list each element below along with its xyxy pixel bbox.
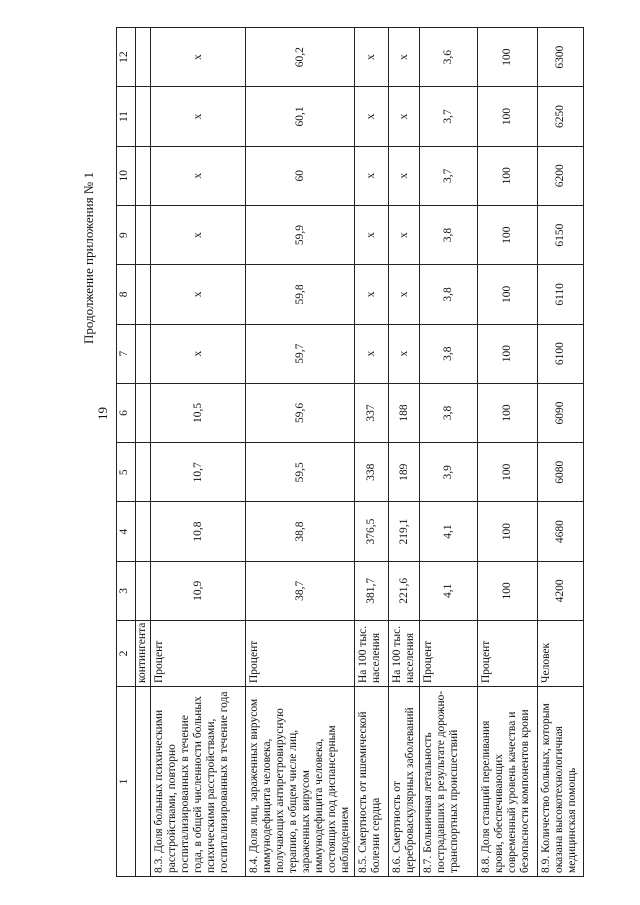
table-cell	[136, 561, 151, 620]
table-cell	[136, 443, 151, 502]
table-row	[478, 28, 538, 877]
value-cell: 10,5	[151, 383, 246, 442]
value-cell: 6300	[538, 28, 584, 87]
continuation-row	[136, 28, 151, 877]
unit-cell: Процент	[420, 621, 478, 687]
value-cell: 59,8	[246, 265, 355, 324]
value-cell: 6200	[538, 146, 584, 205]
value-cell: 59,7	[246, 324, 355, 383]
value-cell: 60	[246, 146, 355, 205]
value-cell: 3,8	[420, 383, 478, 442]
value-cell: 59,9	[246, 205, 355, 264]
table-cell	[136, 146, 151, 205]
column-header: 4	[117, 502, 136, 561]
value-cell: x	[355, 87, 389, 146]
indicator-cell: 8.4. Доля лиц, зараженных вирусом иммунодефицита человека, получающих антиретровирусную терапию, в общем числе лиц, зараженных вирусом иммунодефицита человека, состоящих под диспансерным наблюдением	[246, 687, 355, 877]
value-cell: x	[355, 265, 389, 324]
column-header: 3	[117, 561, 136, 620]
value-cell: 4680	[538, 502, 584, 561]
value-cell: x	[355, 324, 389, 383]
value-cell: 6080	[538, 443, 584, 502]
table-cell	[136, 28, 151, 87]
value-cell: 100	[478, 205, 538, 264]
indicator-cell: 8.8. Доля станций переливания крови, обеспечивающих современный уровень качества и безопасности компонентов крови	[478, 687, 538, 877]
value-cell: 4200	[538, 561, 584, 620]
value-cell: x	[389, 87, 420, 146]
value-cell: x	[151, 87, 246, 146]
value-cell: 100	[478, 383, 538, 442]
value-cell: x	[389, 28, 420, 87]
value-cell: 59,5	[246, 443, 355, 502]
value-cell: 189	[389, 443, 420, 502]
value-cell: 6110	[538, 265, 584, 324]
column-header: 5	[117, 443, 136, 502]
indicator-cell: 8.7. Больничная летальность пострадавших в результате дорожно-транспортных происшествий	[420, 687, 478, 877]
table-cell	[136, 205, 151, 264]
value-cell: 100	[478, 265, 538, 324]
value-cell: x	[151, 265, 246, 324]
value-cell: x	[151, 205, 246, 264]
table-cell	[136, 265, 151, 324]
value-cell: 3,6	[420, 28, 478, 87]
page-number: 19	[95, 407, 110, 420]
value-cell: 6100	[538, 324, 584, 383]
column-header: 12	[117, 28, 136, 87]
value-cell: 6150	[538, 205, 584, 264]
value-cell: 6250	[538, 87, 584, 146]
appendix-subtitle: Продолжение приложения № 1	[81, 172, 96, 344]
unit-cell: Человек	[538, 621, 584, 687]
value-cell: 100	[478, 443, 538, 502]
value-cell: 10,7	[151, 443, 246, 502]
value-cell: 10,8	[151, 502, 246, 561]
column-header: 1	[117, 687, 136, 877]
value-cell: 381,7	[355, 561, 389, 620]
value-cell: 3,9	[420, 443, 478, 502]
table-row	[420, 28, 478, 877]
value-cell: x	[389, 146, 420, 205]
value-cell: 4,1	[420, 561, 478, 620]
column-header: 11	[117, 87, 136, 146]
value-cell: 376,5	[355, 502, 389, 561]
indicator-cell: 8.9. Количество больных, которым оказана высокотехнологичная медицинская помощь	[538, 687, 584, 877]
column-header: 6	[117, 383, 136, 442]
value-cell: 100	[478, 146, 538, 205]
unit-cell: Процент	[151, 621, 246, 687]
table-row	[389, 28, 420, 877]
value-cell: 337	[355, 383, 389, 442]
value-cell: 3,7	[420, 146, 478, 205]
value-cell: x	[389, 265, 420, 324]
value-cell: x	[151, 28, 246, 87]
table-cell	[136, 324, 151, 383]
value-cell: x	[389, 324, 420, 383]
value-cell: 38,8	[246, 502, 355, 561]
column-header: 2	[117, 621, 136, 687]
column-header: 8	[117, 265, 136, 324]
indicator-cell: 8.6. Смертность от цереброваскулярных заболеваний	[389, 687, 420, 877]
unit-cell: Процент	[478, 621, 538, 687]
table-row	[246, 28, 355, 877]
value-cell: 38,7	[246, 561, 355, 620]
value-cell: 60,1	[246, 87, 355, 146]
table-cell	[136, 87, 151, 146]
value-cell: 100	[478, 87, 538, 146]
value-cell: 338	[355, 443, 389, 502]
value-cell: 3,8	[420, 205, 478, 264]
column-header: 10	[117, 146, 136, 205]
value-cell: 6090	[538, 383, 584, 442]
value-cell: 221,6	[389, 561, 420, 620]
indicator-cell: 8.3. Доля больных психическими расстройствами, повторно госпитализированных в течение года, в общей численности больных психическими расстройствами, госпитализированных в течение года	[151, 687, 246, 877]
indicators-table	[116, 27, 584, 877]
indicator-cell: 8.5. Смертность от ишемической болезни сердца	[355, 687, 389, 877]
column-header: 7	[117, 324, 136, 383]
value-cell: 10,9	[151, 561, 246, 620]
table-row	[538, 28, 584, 877]
value-cell: 188	[389, 383, 420, 442]
value-cell: 3,7	[420, 87, 478, 146]
column-header: 9	[117, 205, 136, 264]
rotated-table-container	[116, 27, 576, 877]
table-cell	[136, 502, 151, 561]
value-cell: 3,8	[420, 265, 478, 324]
value-cell: x	[389, 205, 420, 264]
value-cell: x	[151, 324, 246, 383]
table-row	[355, 28, 389, 877]
value-cell: 4,1	[420, 502, 478, 561]
value-cell: 100	[478, 561, 538, 620]
table-row	[151, 28, 246, 877]
table-cell	[136, 687, 151, 877]
table-cell	[136, 383, 151, 442]
column-number-row	[117, 28, 136, 877]
value-cell: 59,6	[246, 383, 355, 442]
unit-cell: На 100 тыс. населения	[355, 621, 389, 687]
unit-cell: контингента	[136, 621, 151, 687]
value-cell: x	[151, 146, 246, 205]
value-cell: x	[355, 205, 389, 264]
value-cell: x	[355, 146, 389, 205]
value-cell: x	[355, 28, 389, 87]
unit-cell: На 100 тыс. населения	[389, 621, 420, 687]
value-cell: 219,1	[389, 502, 420, 561]
value-cell: 100	[478, 324, 538, 383]
unit-cell: Процент	[246, 621, 355, 687]
value-cell: 100	[478, 502, 538, 561]
value-cell: 100	[478, 28, 538, 87]
value-cell: 60,2	[246, 28, 355, 87]
value-cell: 3,8	[420, 324, 478, 383]
